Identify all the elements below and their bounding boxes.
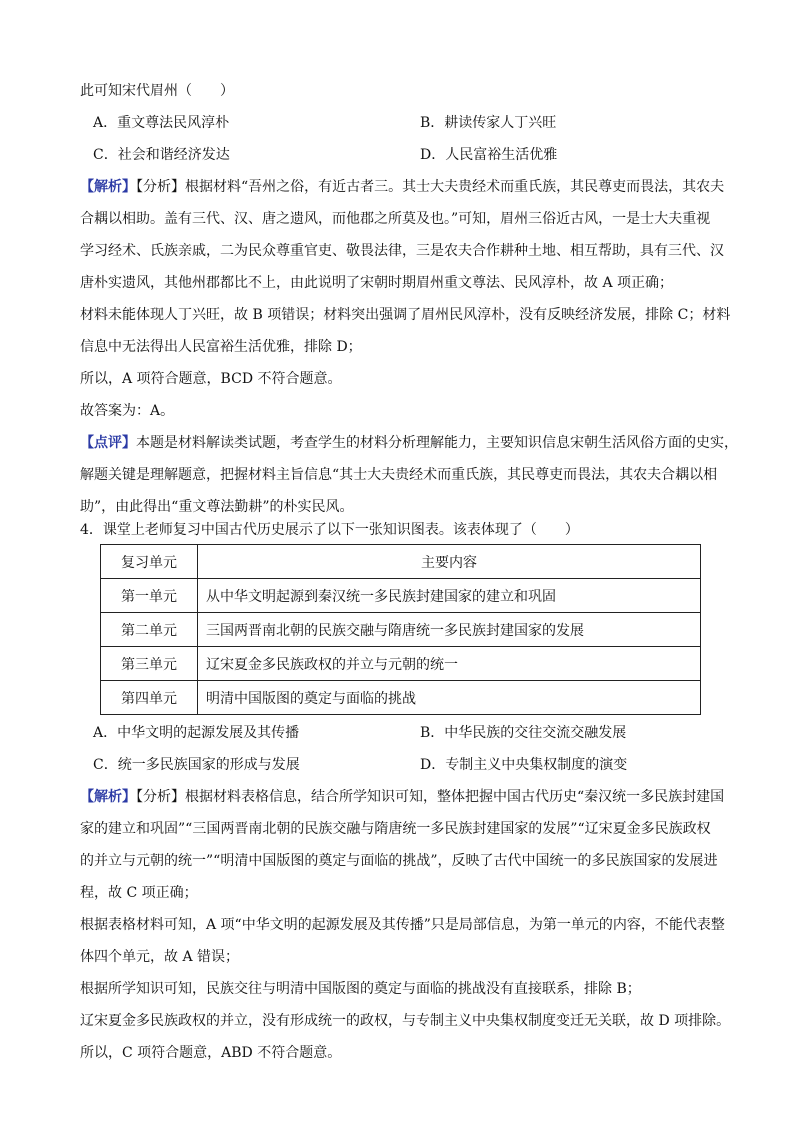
table-cell-unit: 第二单元	[101, 613, 198, 647]
table-header-unit: 复习单元	[101, 545, 198, 579]
analysis-tag: 【解析】	[80, 179, 136, 195]
q4-analysis-line-3: 的并立与元朝的统一”“明清中国版图的奠定与面临的挑战”，反映了古代中国统一的多民族国家的发展进	[80, 853, 718, 869]
q4-analysis-line-7: 根据所学知识可知，民族交往与明清中国版图的奠定与面临的挑战没有直接联系，排除 B；	[80, 981, 641, 997]
q4-option-d: D．专制主义中央集权制度的演变	[420, 757, 628, 773]
comment-tag: 【点评】	[80, 435, 136, 451]
q3-option-c: C．社会和谐经济发达	[93, 147, 230, 163]
analysis-text: 【分析】根据材料“吾州之俗，有近古者三。其士大夫贵经术而重氏族，其民尊吏而畏法，其农夫	[136, 179, 725, 195]
q3-analysis-line-4: 唐朴实遗风，其他州郡都比不上，由此说明了宋朝时期眉州重文尊法、民风淳朴，故 A 项正确；	[80, 275, 674, 291]
q3-answer-line: 故答案为：A。	[80, 403, 175, 419]
table-row	[101, 579, 701, 613]
table-row	[101, 647, 701, 681]
q3-option-d: D．人民富裕生活优雅	[420, 147, 558, 163]
q4-stem: 4．课堂上老师复习中国古代历史展示了以下一张知识图表。该表体现了（ ）	[80, 522, 579, 538]
q3-analysis-line-3: 学习经术、氏族亲戚，二为民众尊重官吏、敬畏法律，三是农夫合作耕种土地、相互帮助，具有三代、汉	[80, 243, 724, 259]
q4-option-a: A．中华文明的起源发展及其传播	[93, 725, 300, 741]
table-header-content: 主要内容	[198, 545, 701, 579]
table-row	[101, 613, 701, 647]
table-row	[101, 681, 701, 715]
q4-option-b: B．中华民族的交往交流交融发展	[420, 725, 627, 741]
table-cell-content: 辽宋夏金多民族政权的并立与元朝的统一	[198, 647, 701, 681]
analysis-text: 【分析】根据材料表格信息，结合所学知识可知，整体把握中国古代历史“秦汉统一多民族封建国	[136, 789, 725, 805]
table-cell-content: 从中华文明起源到秦汉统一多民族封建国家的建立和巩固	[198, 579, 701, 613]
knowledge-table	[100, 544, 701, 715]
q3-comment-line-3: 助”，由此得出“重文尊法勤耕”的朴实民风。	[80, 499, 354, 515]
q4-analysis-line-8: 辽宋夏金多民族政权的并立，没有形成统一的政权，与专制主义中央集权制度变迁无关联，故 D 项排除。	[80, 1013, 731, 1029]
q3-analysis-line-5: 材料未能体现人丁兴旺，故 B 项错误；材料突出强调了眉州民风淳朴，没有反映经济发展，排除 C；材料	[80, 307, 731, 323]
q4-analysis-line-4: 程，故 C 项正确；	[80, 885, 198, 901]
comment-text: 本题是材料解读类试题，考查学生的材料分析理解能力，主要知识信息宋朝生活风俗方面的史实，	[136, 435, 738, 451]
q4-option-c: C．统一多民族国家的形成与发展	[93, 757, 300, 773]
table-cell-content: 明清中国版图的奠定与面临的挑战	[198, 681, 701, 715]
q3-analysis-line-6: 信息中无法得出人民富裕生活优雅，排除 D；	[80, 339, 362, 355]
q3-analysis-line-2: 合耦以相助。盖有三代、汉、唐之遗风，而他郡之所莫及也。”可知，眉州三俗近古风，一是士大夫重视	[80, 211, 711, 227]
table-cell-content: 三国两晋南北朝的民族交融与隋唐统一多民族封建国家的发展	[198, 613, 701, 647]
q4-analysis-line-5: 根据表格材料可知，A 项“中华文明的起源发展及其传播”只是局部信息，为第一单元的内容，不能代表整	[80, 917, 725, 933]
q3-comment-line-1	[80, 434, 738, 452]
q3-analysis-line-7: 所以，A 项符合题意，BCD 不符合题意。	[80, 371, 342, 387]
q4-analysis-line-1	[80, 788, 724, 806]
q3-stem-tail: 此可知宋代眉州（ ）	[80, 83, 234, 99]
table-header-row	[101, 545, 701, 579]
q3-analysis-line-1	[80, 178, 724, 196]
q4-analysis-line-6: 体四个单元，故 A 错误；	[80, 949, 240, 965]
q3-option-b: B．耕读传家人丁兴旺	[420, 115, 557, 131]
q3-option-a: A．重文尊法民风淳朴	[93, 115, 230, 131]
q4-analysis-line-9: 所以，C 项符合题意，ABD 不符合题意。	[80, 1045, 342, 1061]
q4-analysis-line-2: 家的建立和巩固”“三国两晋南北朝的民族交融与隋唐统一多民族封建国家的发展”“辽宋夏金多民族政权	[80, 821, 711, 837]
analysis-tag: 【解析】	[80, 789, 136, 805]
table-cell-unit: 第三单元	[101, 647, 198, 681]
q3-comment-line-2: 解题关键是理解题意，把握材料主旨信息“其士大夫贵经术而重氏族，其民尊吏而畏法，其农夫合耦以相	[80, 467, 718, 483]
table-cell-unit: 第四单元	[101, 681, 198, 715]
table-cell-unit: 第一单元	[101, 579, 198, 613]
